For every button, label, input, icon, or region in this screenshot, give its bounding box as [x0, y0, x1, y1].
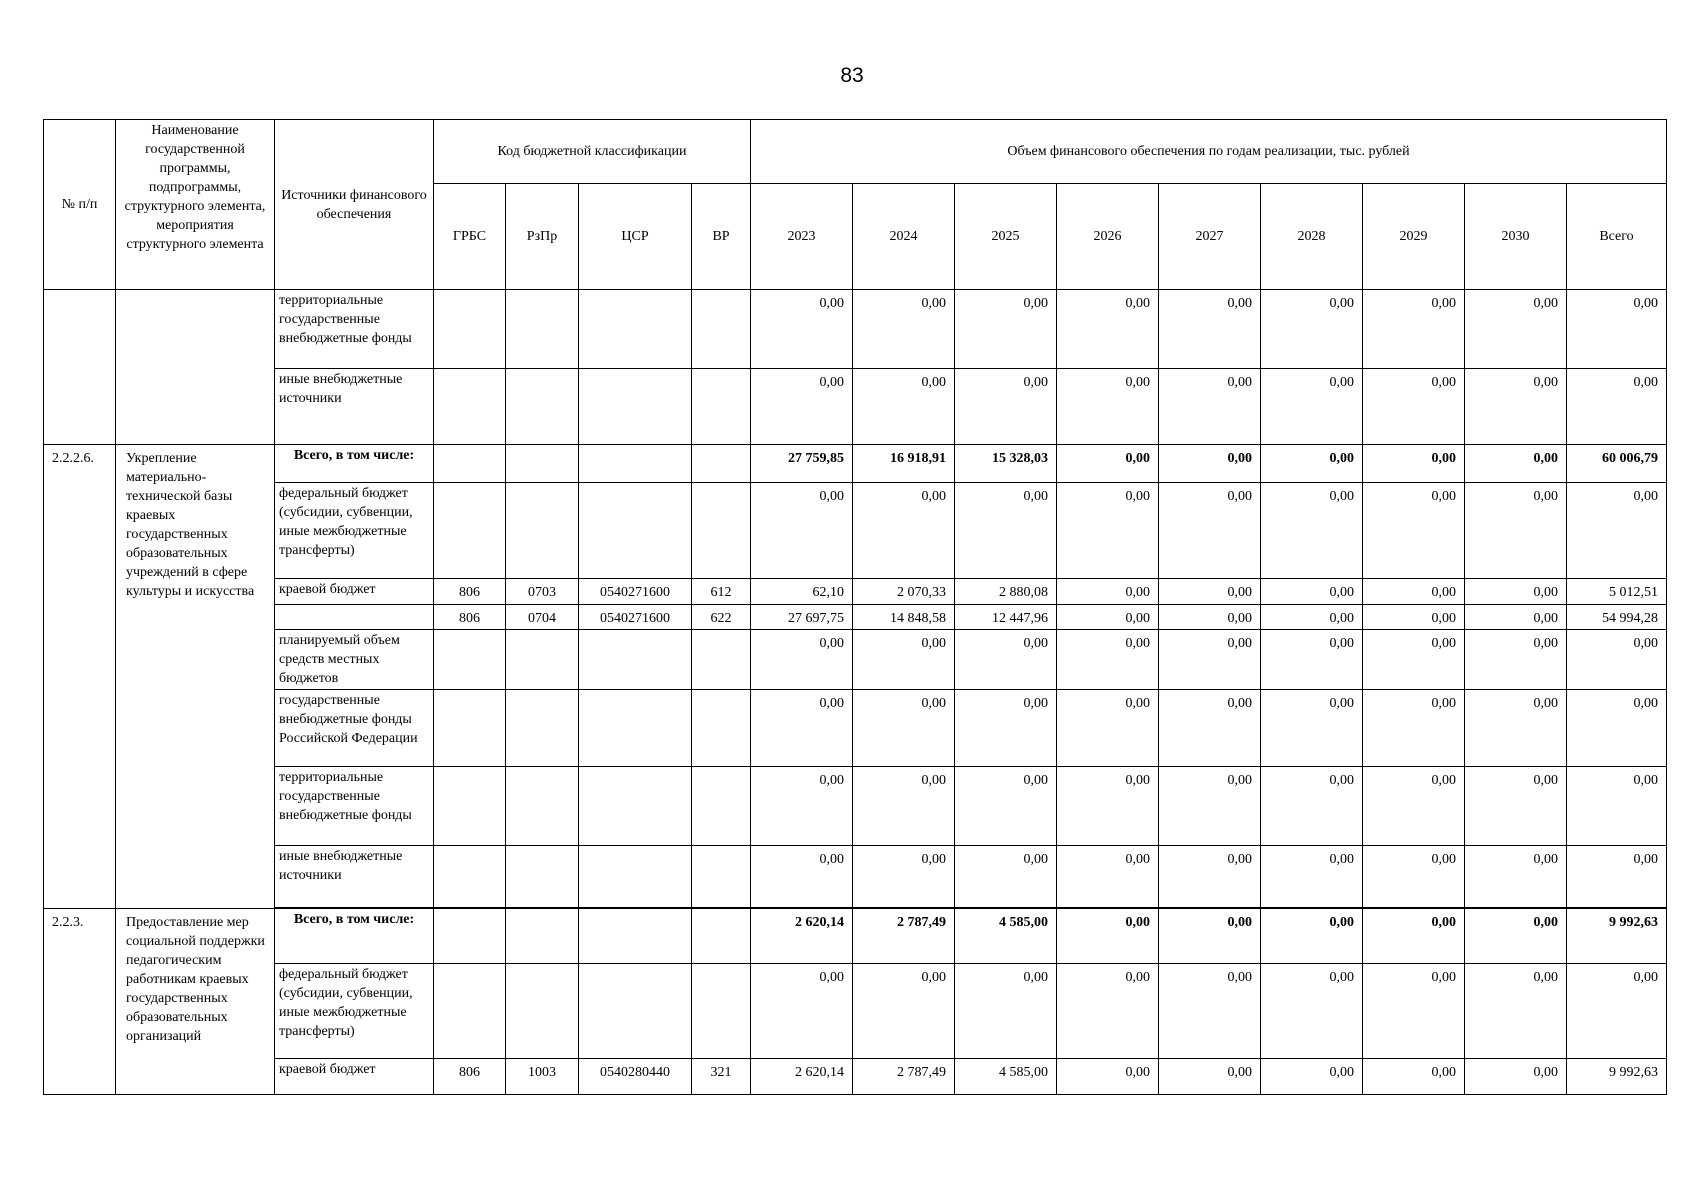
row-name: Предоставление мер социальной поддержки педагогическим работникам краевых государственных образовательных организаций	[116, 909, 275, 1095]
table-row	[44, 605, 1667, 630]
value-cell: 2 620,14	[751, 1059, 853, 1095]
value-cell: 0,00	[1363, 690, 1465, 767]
value-cell: 0,00	[955, 846, 1057, 908]
header-total: Всего	[1567, 184, 1667, 290]
value-cell: 2 880,08	[955, 579, 1057, 605]
value-cell: 0,00	[1363, 579, 1465, 605]
value-cell: 0,00	[1567, 483, 1667, 579]
value-cell: 0,00	[1465, 964, 1567, 1059]
value-cell: 0,00	[1159, 909, 1261, 964]
value-cell: 0,00	[1363, 846, 1465, 908]
value-cell: 0,00	[1465, 483, 1567, 579]
row-index: 2.2.3.	[44, 909, 116, 1095]
table-row	[44, 445, 1667, 483]
value-cell: 0,00	[1159, 846, 1261, 908]
vr-cell: 321	[692, 1059, 751, 1095]
budget-table	[43, 119, 1667, 1095]
value-cell: 0,00	[853, 290, 955, 369]
value-cell: 0,00	[1159, 1059, 1261, 1095]
header-source: Источники финансового обеспечения	[275, 120, 434, 290]
page-number: 83	[840, 64, 864, 87]
value-cell: 0,00	[1363, 483, 1465, 579]
value-cell: 0,00	[1363, 630, 1465, 690]
value-cell: 0,00	[1567, 690, 1667, 767]
table-row	[44, 909, 1667, 964]
value-cell: 54 994,28	[1567, 605, 1667, 630]
value-cell: 0,00	[1363, 445, 1465, 483]
value-cell: 0,00	[1057, 690, 1159, 767]
value-cell: 0,00	[1465, 369, 1567, 445]
value-cell: 0,00	[1057, 909, 1159, 964]
vr-cell: 612	[692, 579, 751, 605]
value-cell: 60 006,79	[1567, 445, 1667, 483]
value-cell: 27 759,85	[751, 445, 853, 483]
csr-cell: 0540271600	[579, 605, 692, 630]
value-cell: 0,00	[1057, 369, 1159, 445]
value-cell: 0,00	[955, 369, 1057, 445]
table-row	[44, 964, 1667, 1059]
value-cell: 2 787,49	[853, 909, 955, 964]
value-cell: 0,00	[853, 846, 955, 908]
value-cell: 0,00	[1057, 483, 1159, 579]
source-cell: краевой бюджет	[275, 1059, 434, 1095]
value-cell: 0,00	[1567, 369, 1667, 445]
value-cell: 0,00	[751, 483, 853, 579]
csr-cell: 0540271600	[579, 579, 692, 605]
value-cell: 4 585,00	[955, 1059, 1057, 1095]
value-cell: 0,00	[1465, 605, 1567, 630]
value-cell: 0,00	[751, 846, 853, 908]
value-cell: 0,00	[1057, 290, 1159, 369]
row-index: 2.2.2.6.	[44, 445, 116, 909]
source-cell: планируемый объем средств местных бюджетов	[275, 630, 434, 690]
table-row	[44, 767, 1667, 846]
table-row	[44, 690, 1667, 767]
value-cell: 0,00	[1363, 909, 1465, 964]
value-cell: 0,00	[1261, 579, 1363, 605]
value-cell: 0,00	[955, 483, 1057, 579]
header-volume-group: Объем финансового обеспечения по годам реализации, тыс. рублей	[751, 120, 1667, 184]
rzpr-cell: 1003	[506, 1059, 579, 1095]
header-year: 2028	[1261, 184, 1363, 290]
value-cell: 0,00	[1057, 579, 1159, 605]
source-cell: федеральный бюджет (субсидии, субвенции, иные межбюджетные трансферты)	[275, 483, 434, 579]
value-cell: 0,00	[853, 483, 955, 579]
value-cell: 0,00	[1159, 483, 1261, 579]
value-cell: 0,00	[955, 964, 1057, 1059]
header-year: 2025	[955, 184, 1057, 290]
value-cell: 0,00	[1159, 290, 1261, 369]
value-cell: 0,00	[751, 290, 853, 369]
source-total-cell: Всего, в том числе:	[275, 445, 434, 483]
value-cell: 0,00	[1057, 605, 1159, 630]
value-cell: 0,00	[955, 290, 1057, 369]
header-year: 2024	[853, 184, 955, 290]
value-cell: 0,00	[1465, 909, 1567, 964]
value-cell: 0,00	[1159, 630, 1261, 690]
value-cell: 0,00	[751, 767, 853, 846]
value-cell: 0,00	[1261, 605, 1363, 630]
value-cell: 0,00	[1057, 964, 1159, 1059]
grbs-cell: 806	[434, 605, 506, 630]
value-cell: 0,00	[1567, 767, 1667, 846]
header-year: 2030	[1465, 184, 1567, 290]
value-cell: 12 447,96	[955, 605, 1057, 630]
table-row	[44, 579, 1667, 605]
value-cell: 0,00	[1363, 605, 1465, 630]
value-cell: 0,00	[1465, 1059, 1567, 1095]
header-year: 2023	[751, 184, 853, 290]
value-cell: 0,00	[955, 767, 1057, 846]
value-cell: 14 848,58	[853, 605, 955, 630]
header-number: № п/п	[44, 120, 116, 290]
value-cell: 0,00	[1057, 1059, 1159, 1095]
value-cell: 0,00	[1159, 767, 1261, 846]
header-year: 2026	[1057, 184, 1159, 290]
header-grbs: ГРБС	[434, 184, 506, 290]
value-cell: 0,00	[1363, 1059, 1465, 1095]
header-code-group: Код бюджетной классификации	[434, 120, 751, 184]
table-row	[44, 630, 1667, 690]
value-cell: 0,00	[1363, 369, 1465, 445]
rzpr-cell: 0703	[506, 579, 579, 605]
value-cell: 0,00	[1465, 579, 1567, 605]
value-cell: 0,00	[1567, 964, 1667, 1059]
rzpr-cell: 0704	[506, 605, 579, 630]
value-cell: 0,00	[1261, 369, 1363, 445]
value-cell: 0,00	[1261, 846, 1363, 908]
value-cell: 0,00	[1159, 690, 1261, 767]
value-cell: 0,00	[1159, 369, 1261, 445]
header-vr: ВР	[692, 184, 751, 290]
header-year: 2027	[1159, 184, 1261, 290]
value-cell: 0,00	[853, 767, 955, 846]
value-cell: 5 012,51	[1567, 579, 1667, 605]
table-row	[44, 1059, 1667, 1095]
value-cell: 0,00	[1465, 767, 1567, 846]
value-cell: 0,00	[1159, 579, 1261, 605]
value-cell: 0,00	[1465, 290, 1567, 369]
source-cell: иные внебюджетные источники	[275, 369, 434, 445]
value-cell: 0,00	[1261, 690, 1363, 767]
value-cell: 0,00	[1363, 290, 1465, 369]
row-name: Укрепление материально-технической базы краевых государственных образовательных учреждений в сфере культуры и искусства	[116, 445, 275, 909]
table-row	[44, 846, 1667, 908]
value-cell: 4 585,00	[955, 909, 1057, 964]
value-cell: 0,00	[1465, 846, 1567, 908]
header-name: Наименование государственной программы, подпрограммы, структурного элемента, мероприятия структурного элемента	[116, 120, 275, 290]
value-cell: 0,00	[1159, 445, 1261, 483]
row-index-empty	[44, 290, 116, 445]
value-cell: 16 918,91	[853, 445, 955, 483]
value-cell: 0,00	[751, 369, 853, 445]
source-cell: федеральный бюджет (субсидии, субвенции, иные межбюджетные трансферты)	[275, 964, 434, 1059]
header-rzpr: РзПр	[506, 184, 579, 290]
header-csr: ЦСР	[579, 184, 692, 290]
value-cell: 0,00	[955, 630, 1057, 690]
value-cell: 0,00	[1057, 767, 1159, 846]
value-cell: 0,00	[1567, 290, 1667, 369]
table-row	[44, 369, 1667, 445]
value-cell: 0,00	[853, 369, 955, 445]
value-cell: 0,00	[1567, 846, 1667, 908]
value-cell: 0,00	[751, 630, 853, 690]
value-cell: 0,00	[1159, 964, 1261, 1059]
value-cell: 0,00	[1465, 630, 1567, 690]
source-cell-empty	[275, 605, 434, 630]
value-cell: 0,00	[1363, 767, 1465, 846]
value-cell: 9 992,63	[1567, 909, 1667, 964]
value-cell: 2 070,33	[853, 579, 955, 605]
grbs-cell: 806	[434, 1059, 506, 1095]
value-cell: 0,00	[751, 690, 853, 767]
value-cell: 62,10	[751, 579, 853, 605]
value-cell: 9 992,63	[1567, 1059, 1667, 1095]
value-cell: 0,00	[853, 690, 955, 767]
value-cell: 15 328,03	[955, 445, 1057, 483]
value-cell: 0,00	[1159, 605, 1261, 630]
value-cell: 0,00	[1261, 1059, 1363, 1095]
value-cell: 0,00	[853, 630, 955, 690]
value-cell: 0,00	[1261, 445, 1363, 483]
row-name-empty	[116, 290, 275, 445]
source-cell: территориальные государственные внебюджетные фонды	[275, 767, 434, 846]
table-row	[44, 290, 1667, 369]
value-cell: 0,00	[853, 964, 955, 1059]
value-cell: 0,00	[1465, 445, 1567, 483]
header-year: 2029	[1363, 184, 1465, 290]
value-cell: 0,00	[1261, 964, 1363, 1059]
source-cell: государственные внебюджетные фонды Российской Федерации	[275, 690, 434, 767]
value-cell: 0,00	[1261, 767, 1363, 846]
value-cell: 0,00	[955, 690, 1057, 767]
value-cell: 0,00	[1261, 909, 1363, 964]
vr-cell: 622	[692, 605, 751, 630]
value-cell: 2 620,14	[751, 909, 853, 964]
source-cell: иные внебюджетные источники	[275, 846, 434, 908]
value-cell: 0,00	[1261, 630, 1363, 690]
value-cell: 0,00	[1363, 964, 1465, 1059]
source-cell: краевой бюджет	[275, 579, 434, 605]
value-cell: 0,00	[1057, 630, 1159, 690]
value-cell: 2 787,49	[853, 1059, 955, 1095]
source-total-cell: Всего, в том числе:	[275, 909, 434, 964]
value-cell: 0,00	[1057, 445, 1159, 483]
value-cell: 0,00	[751, 964, 853, 1059]
value-cell: 0,00	[1057, 846, 1159, 908]
csr-cell: 0540280440	[579, 1059, 692, 1095]
value-cell: 0,00	[1261, 290, 1363, 369]
value-cell: 0,00	[1261, 483, 1363, 579]
value-cell: 0,00	[1465, 690, 1567, 767]
grbs-cell: 806	[434, 579, 506, 605]
table-row	[44, 483, 1667, 579]
source-cell: территориальные государственные внебюджетные фонды	[275, 290, 434, 369]
value-cell: 27 697,75	[751, 605, 853, 630]
value-cell: 0,00	[1567, 630, 1667, 690]
